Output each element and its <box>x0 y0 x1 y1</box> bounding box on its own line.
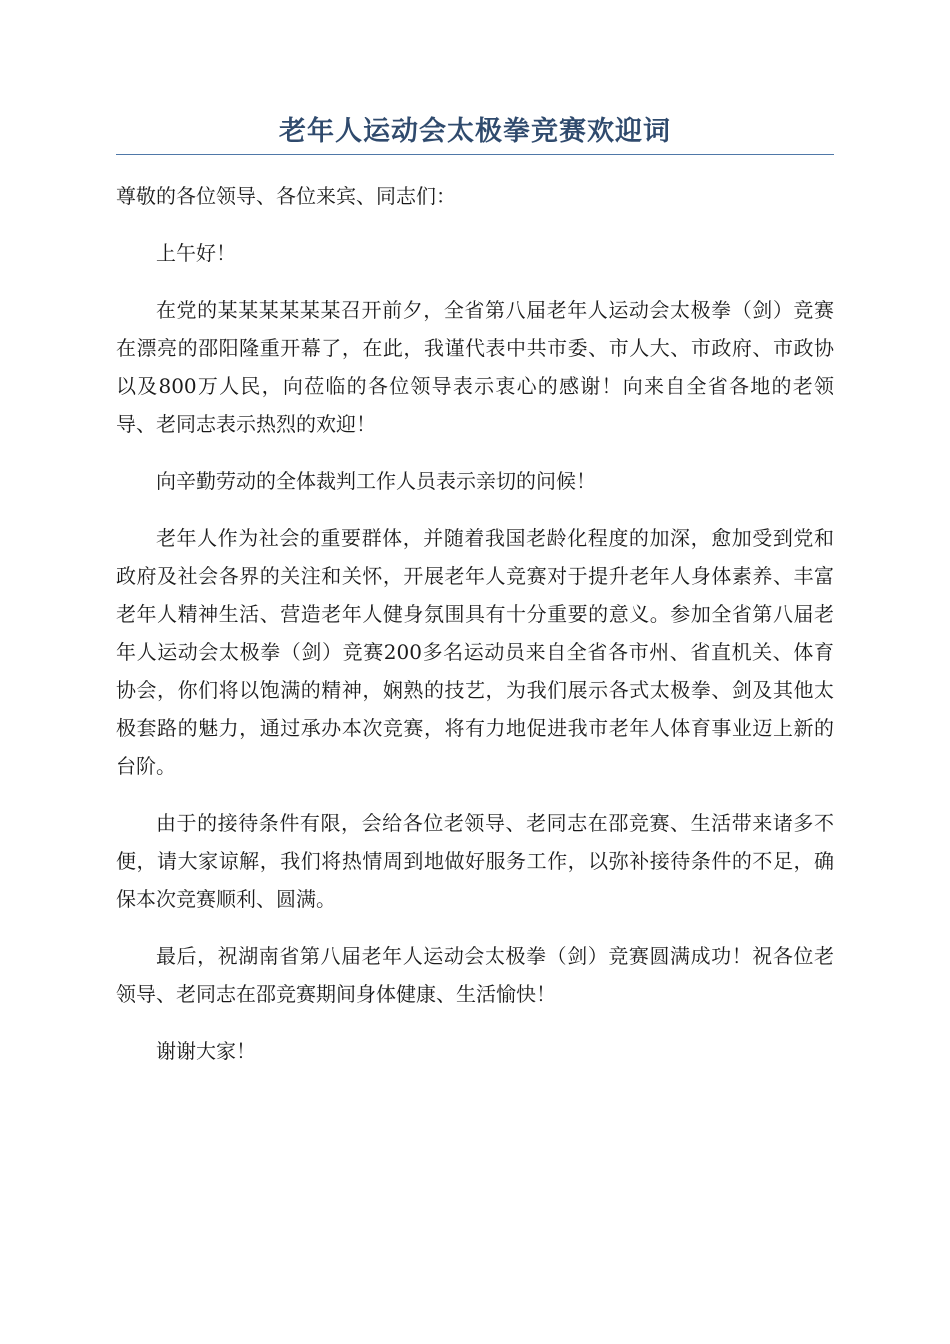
document-page <box>116 112 834 1070</box>
paragraph-wishes: 最后，祝湖南省第八届老年人运动会太极拳（剑）竞赛圆满成功！祝各位老领导、老同志在邵竞赛期间身体健康、生活愉快！ <box>116 944 834 1006</box>
paragraph-opening: 在党的某某某某某某召开前夕，全省第八届老年人运动会太极拳（剑）竞赛在漂亮的邵阳隆重开幕了，在此，我谨代表中共市委、市人大、市政府、市政协以及800万人民，向莅临的各位领导表示衷心的感谢！向来自全省各地的老领导、老同志表示热烈的欢迎！ <box>116 298 834 436</box>
paragraph-significance: 老年人作为社会的重要群体，并随着我国老龄化程度的加深，愈加受到党和政府及社会各界的关注和关怀，开展老年人竞赛对于提升老年人身体素养、丰富老年人精神生活、营造老年人健身氛围具有十分重要的意义。参加全省第八届老年人运动会太极拳（剑）竞赛200多名运动员来自全省各市州、省直机关、体育协会，你们将以饱满的精神，娴熟的技艺，为我们展示各式太极拳、剑及其他太极套路的魅力，通过承办本次竞赛，将有力地促进我市老年人体育事业迈上新的台阶。 <box>116 526 834 778</box>
paragraph-thanks: 谢谢大家！ <box>156 1039 256 1063</box>
paragraph-greeting: 上午好！ <box>156 241 236 265</box>
paragraph-apology: 由于的接待条件有限，会给各位老领导、老同志在邵竞赛、生活带来诸多不便，请大家谅解，我们将热情周到地做好服务工作，以弥补接待条件的不足，确保本次竞赛顺利、圆满。 <box>116 811 834 911</box>
document-title: 老年人运动会太极拳竞赛欢迎词 <box>279 116 671 147</box>
title-underline <box>116 154 834 155</box>
paragraph-referees: 向辛勤劳动的全体裁判工作人员表示亲切的问候！ <box>156 469 596 493</box>
salutation: 尊敬的各位领导、各位来宾、同志们： <box>116 184 456 208</box>
